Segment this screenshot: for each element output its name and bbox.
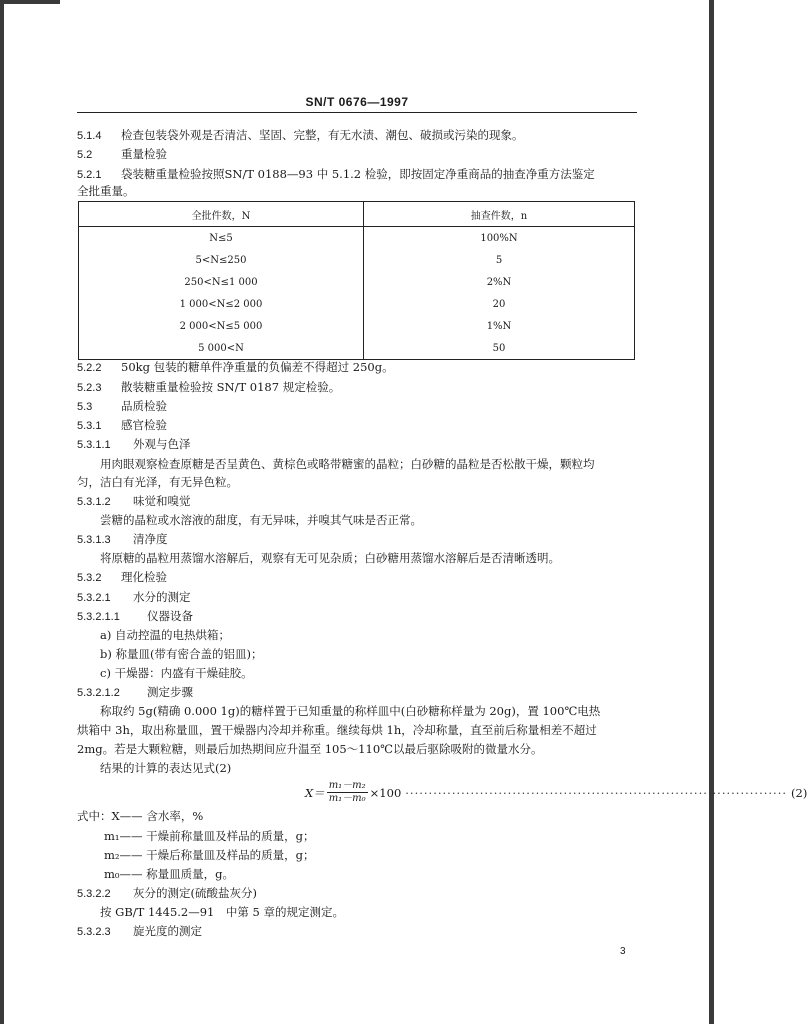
- table-cell: 5<N≤250: [79, 249, 364, 271]
- table-cell: 250<N≤1 000: [79, 271, 364, 293]
- formula-numerator: m₁－m₂: [328, 780, 366, 791]
- scan-right-edge: [709, 0, 714, 1024]
- clause-5-2-1: 5.2.1 袋装糖重量检验按照SN/T 0188—93 中 5.1.2 检验，即按固定净重商品的抽查净重方法鉴定: [77, 167, 595, 181]
- table-cell: 5: [364, 249, 635, 271]
- paragraph-line: 将原糖的晶粒用蒸馏水溶解后，观察有无可见杂质；白砂糖用蒸馏水溶解后是否清晰透明。: [100, 551, 560, 565]
- paragraph-line: 匀，洁白有光泽，有无异色粒。: [77, 475, 238, 489]
- clause-5-2-2: 5.2.2 50kg 包装的糖单件净重量的负偏差不得超过 250g。: [77, 360, 394, 374]
- table-cell: 100%N: [364, 227, 635, 250]
- paragraph-line: 用肉眼观察检查原糖是否呈黄色、黄棕色或略带糖蜜的晶粒；白砂糖的晶粒是否松散干燥，颗粒均: [100, 457, 595, 471]
- table-cell: 2%N: [364, 271, 635, 293]
- clause-5-3-2-1-2: 5.3.2.1.2 测定步骤: [77, 685, 193, 699]
- document-header: SN/T 0676—1997: [305, 95, 409, 109]
- paragraph-line: 2mg。若是大颗粒糖，则最后加热期间应升温至 105～110℃以最后驱除吸附的微量水分。: [77, 742, 543, 756]
- formula-leader-dots: ··················································································: [405, 785, 788, 800]
- clause-5-3-1-1: 5.3.1.1 外观与色泽: [77, 437, 191, 451]
- table-cell: 20: [364, 293, 635, 315]
- moisture-formula: [305, 780, 807, 805]
- header-rule: [77, 112, 637, 113]
- clause-5-2-3: 5.2.3 散装糖重量检验按 SN/T 0187 规定检验。: [77, 380, 341, 394]
- clause-5-3-2-1-1: 5.3.2.1.1 仪器设备: [77, 609, 193, 623]
- equation-number: (2): [791, 785, 807, 800]
- paragraph-line: 尝糖的晶粒或水溶液的甜度，有无异味，并嗅其气味是否正常。: [100, 513, 422, 527]
- table-header: 全批件数，N: [79, 202, 364, 227]
- sampling-table: [78, 201, 635, 360]
- scan-top-edge: [0, 0, 60, 4]
- table-header: 抽查件数，n: [364, 202, 635, 227]
- clause-5-3-2-1: 5.3.2.1 水分的测定: [77, 590, 191, 604]
- table-row: [79, 249, 635, 271]
- variable-definition: m₀—— 称量皿质量，g。: [104, 867, 235, 881]
- clause-5-3-1: 5.3.1 感官检验: [77, 418, 167, 432]
- list-item: c) 干燥器：内盛有干燥硅胶。: [100, 666, 253, 680]
- paragraph-line: 按 GB/T 1445.2—91 中第 5 章的规定测定。: [100, 905, 344, 919]
- table-header-row: [79, 202, 635, 227]
- table-cell: 1%N: [364, 315, 635, 337]
- clause-5-2: 5.2 重量检验: [77, 147, 167, 161]
- formula-denominator: m₁－m₀: [328, 793, 366, 804]
- table-cell: 1 000<N≤2 000: [79, 293, 364, 315]
- formula-rhs: ×100: [369, 785, 402, 800]
- table-row: [79, 337, 635, 360]
- clause-5-3-2-3: 5.3.2.3 旋光度的测定: [77, 924, 202, 938]
- variable-definition: m₁—— 干燥前称量皿及样品的质量，g；: [104, 829, 315, 843]
- table-cell: 5 000<N: [79, 337, 364, 360]
- table-row: [79, 293, 635, 315]
- clause-5-3-2: 5.3.2 理化检验: [77, 570, 167, 584]
- scan-left-edge: [0, 0, 4, 1024]
- table-row: [79, 315, 635, 337]
- table-cell: 2 000<N≤5 000: [79, 315, 364, 337]
- table-row: [79, 271, 635, 293]
- formula-fraction: [327, 780, 368, 805]
- clause-5-3: 5.3 品质检验: [77, 399, 167, 413]
- clause-5-3-2-2: 5.3.2.2 灰分的测定(硫酸盐灰分): [77, 886, 257, 900]
- paragraph-line: 称取约 5g(精确 0.000 1g)的糖样置于已知重量的称样皿中(白砂糖称样量为 20g)，置 100℃电热: [100, 704, 601, 718]
- clause-5-3-1-3: 5.3.1.3 清净度: [77, 532, 168, 546]
- clause-5-1-4: 5.1.4 检查包装袋外观是否清洁、坚固、完整，有无水渍、潮包、破损或污染的现象。: [77, 128, 524, 142]
- table-cell: 50: [364, 337, 635, 360]
- clause-5-2-1-cont: 全批重量。: [77, 184, 135, 198]
- paragraph-line: 烘箱中 3h，取出称量皿，置干燥器内冷却并称重。继续每烘 1h，冷却称量，直至前后称量相差不超过: [77, 723, 597, 737]
- where-line: 式中：X—— 含水率，%: [77, 809, 204, 823]
- clause-5-3-1-2: 5.3.1.2 味觉和嗅觉: [77, 494, 191, 508]
- variable-definition: m₂—— 干燥后称量皿及样品的质量，g；: [104, 848, 315, 862]
- table-cell: N≤5: [79, 227, 364, 250]
- page-number: 3: [620, 946, 626, 957]
- table-row: [79, 227, 635, 250]
- formula-lhs: X＝: [305, 785, 325, 800]
- paragraph-line: 结果的计算的表达见式(2): [100, 761, 232, 775]
- list-item: a) 自动控温的电热烘箱；: [100, 628, 230, 642]
- list-item: b) 称量皿(带有密合盖的铝皿)；: [100, 647, 263, 661]
